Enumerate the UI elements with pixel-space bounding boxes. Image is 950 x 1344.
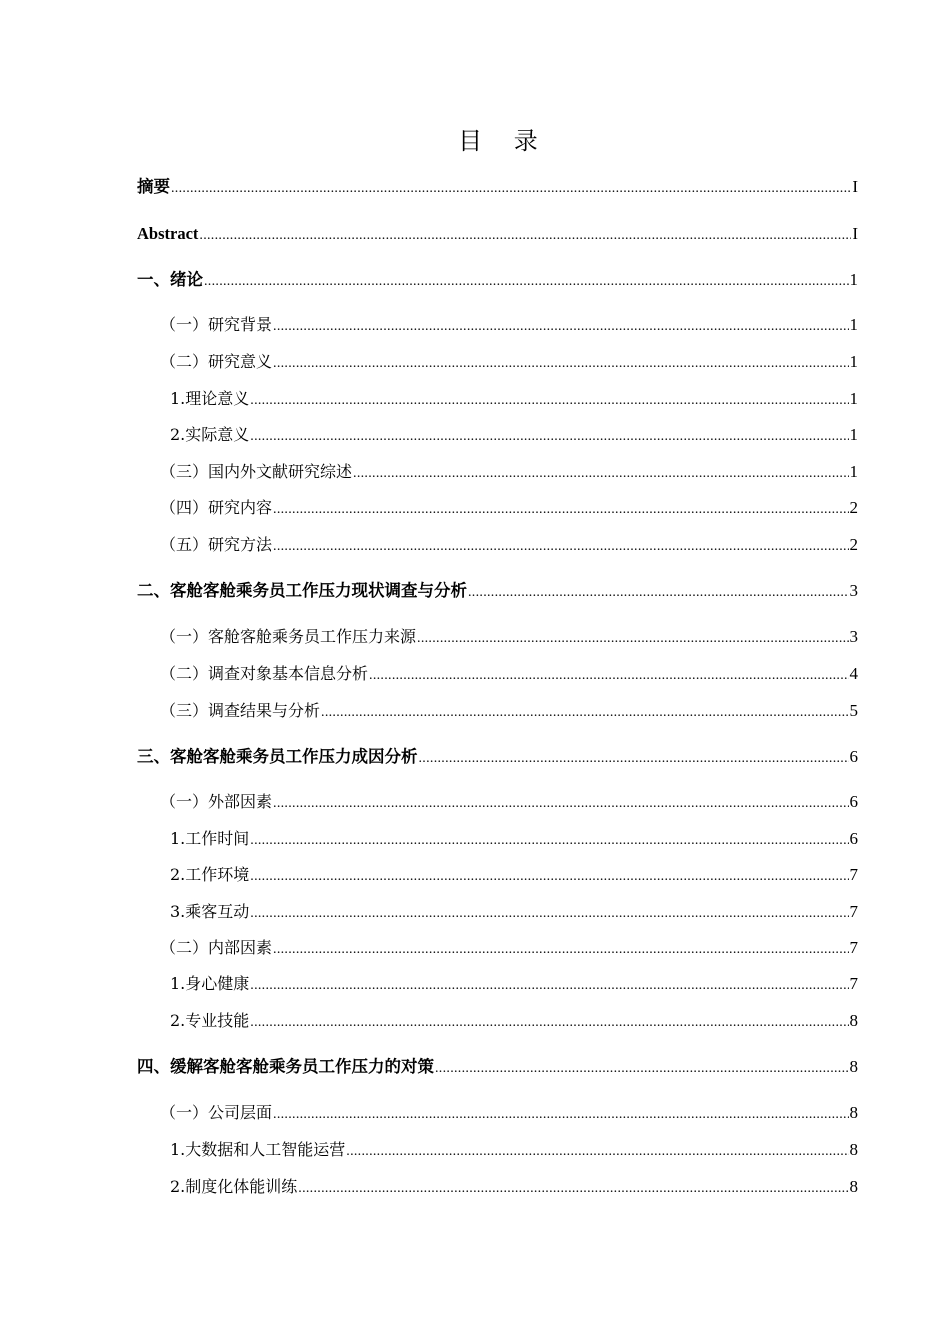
toc-entry-label: 3.乘客互动 — [170, 902, 250, 921]
dot-leader — [250, 865, 848, 889]
toc-entry-2-2[interactable] — [160, 662, 858, 686]
toc-entry-label: 2.实际意义 — [170, 425, 250, 444]
toc-entry-2-1[interactable] — [160, 625, 858, 649]
toc-entry-page: 1 — [849, 389, 858, 408]
dot-leader — [346, 1140, 848, 1164]
toc-entry-label: 三、客舱客舱乘务员工作压力成因分析 — [137, 747, 418, 766]
toc-entry-label: （一）公司层面 — [160, 1103, 273, 1122]
dot-leader — [468, 581, 849, 605]
toc-entry-page: 1 — [849, 352, 858, 371]
toc-entry-1-2-2[interactable] — [170, 423, 858, 447]
toc-entry-chapter-4[interactable] — [137, 1055, 858, 1079]
toc-entry-label: （三）国内外文献研究综述 — [160, 462, 353, 481]
dot-leader — [250, 829, 848, 853]
toc-entry-3-1-1[interactable] — [170, 827, 858, 851]
dot-leader — [273, 352, 848, 376]
toc-entry-label: （四）研究内容 — [160, 498, 273, 517]
toc-entry-label: （三）调查结果与分析 — [160, 701, 321, 720]
toc-entry-chapter-2[interactable] — [137, 579, 858, 603]
toc-entry-page: 3 — [849, 581, 858, 600]
toc-entry-page: I — [852, 224, 858, 243]
dot-leader — [321, 701, 848, 725]
toc-entry-label: 二、客舱客舱乘务员工作压力现状调查与分析 — [137, 581, 467, 600]
toc-entry-1-5[interactable] — [160, 533, 858, 557]
toc-entry-1-1[interactable] — [160, 313, 858, 337]
dot-leader — [369, 664, 848, 688]
toc-entry-label: （一）客舱客舱乘务员工作压力来源 — [160, 627, 417, 646]
toc-entry-page: 7 — [849, 865, 858, 884]
dot-leader — [199, 224, 851, 248]
toc-entry-1-4[interactable] — [160, 496, 858, 520]
toc-entry-page: 8 — [849, 1057, 858, 1076]
toc-entry-page: 5 — [849, 701, 858, 720]
toc-entry-page: 1 — [849, 270, 858, 289]
toc-entry-label: 1.工作时间 — [170, 829, 250, 848]
toc-entry-label: Abstract — [137, 224, 199, 243]
toc-entry-page: 1 — [849, 462, 858, 481]
toc-entry-label: 2.专业技能 — [170, 1011, 250, 1030]
dot-leader — [250, 1011, 848, 1035]
dot-leader — [273, 1103, 848, 1127]
toc-entry-3-2[interactable] — [160, 936, 858, 960]
toc-entry-abstract-cn[interactable] — [137, 175, 858, 199]
dot-leader — [273, 792, 848, 816]
toc-entry-label: （二）内部因素 — [160, 938, 273, 957]
toc-entry-label: 一、绪论 — [137, 270, 203, 289]
toc-entry-1-3[interactable] — [160, 460, 858, 484]
dot-leader — [273, 938, 848, 962]
toc-entry-page: 8 — [849, 1103, 858, 1122]
toc-entry-3-1[interactable] — [160, 790, 858, 814]
toc-entry-page: 1 — [849, 315, 858, 334]
dot-leader — [273, 535, 848, 559]
dot-leader — [204, 270, 849, 294]
toc-entry-3-1-2[interactable] — [170, 863, 858, 887]
toc-entry-abstract-en[interactable] — [137, 222, 858, 246]
toc-entry-page: 1 — [849, 425, 858, 444]
toc-entry-label: （二）研究意义 — [160, 352, 273, 371]
toc-entry-label: 1.身心健康 — [170, 974, 250, 993]
toc-entry-page: 7 — [849, 974, 858, 993]
toc-entry-label: 2.工作环境 — [170, 865, 250, 884]
toc-entry-label: （一）研究背景 — [160, 315, 273, 334]
toc-entry-page: 6 — [849, 792, 858, 811]
toc-entry-4-1-2[interactable] — [170, 1175, 858, 1199]
toc-entry-1-2[interactable] — [160, 350, 858, 374]
dot-leader — [171, 177, 851, 201]
toc-entry-chapter-1[interactable] — [137, 268, 858, 292]
toc-entry-label: 2.制度化体能训练 — [170, 1177, 298, 1196]
toc-entry-page: 3 — [849, 627, 858, 646]
toc-entry-chapter-3[interactable] — [137, 745, 858, 769]
toc-entry-label: （五）研究方法 — [160, 535, 273, 554]
toc-entry-2-3[interactable] — [160, 699, 858, 723]
dot-leader — [250, 902, 848, 926]
toc-entry-page: 8 — [849, 1140, 858, 1159]
toc-entry-1-2-1[interactable] — [170, 387, 858, 411]
dot-leader — [273, 315, 848, 339]
toc-entry-3-2-2[interactable] — [170, 1009, 858, 1033]
dot-leader — [273, 498, 848, 522]
toc-entry-3-1-3[interactable] — [170, 900, 858, 924]
toc-entry-label: （一）外部因素 — [160, 792, 273, 811]
toc-entry-page: 7 — [849, 938, 858, 957]
dot-leader — [353, 462, 848, 486]
toc-entry-page: 8 — [849, 1177, 858, 1196]
toc-entry-page: 2 — [849, 498, 858, 517]
toc-entry-label: （二）调查对象基本信息分析 — [160, 664, 369, 683]
toc-entry-4-1-1[interactable] — [170, 1138, 858, 1162]
toc-entry-page: 6 — [849, 747, 858, 766]
dot-leader — [250, 389, 848, 413]
toc-entry-page: I — [852, 177, 858, 196]
toc-entry-label: 1.大数据和人工智能运营 — [170, 1140, 346, 1159]
toc-entry-3-2-1[interactable] — [170, 972, 858, 996]
dot-leader — [435, 1057, 849, 1081]
toc-entry-page: 6 — [849, 829, 858, 848]
toc-entry-label: 1.理论意义 — [170, 389, 250, 408]
toc-entry-page: 8 — [849, 1011, 858, 1030]
dot-leader — [250, 974, 848, 998]
dot-leader — [250, 425, 848, 449]
toc-entry-page: 2 — [849, 535, 858, 554]
toc-entry-4-1[interactable] — [160, 1101, 858, 1125]
dot-leader — [298, 1177, 848, 1201]
dot-leader — [419, 747, 849, 771]
toc-entry-page: 4 — [849, 664, 858, 683]
page-title: 目 录 — [458, 127, 550, 155]
toc-entry-label: 摘要 — [137, 177, 170, 196]
dot-leader — [417, 627, 848, 651]
toc-entry-page: 7 — [849, 902, 858, 921]
toc-entry-label: 四、缓解客舱客舱乘务员工作压力的对策 — [137, 1057, 434, 1076]
